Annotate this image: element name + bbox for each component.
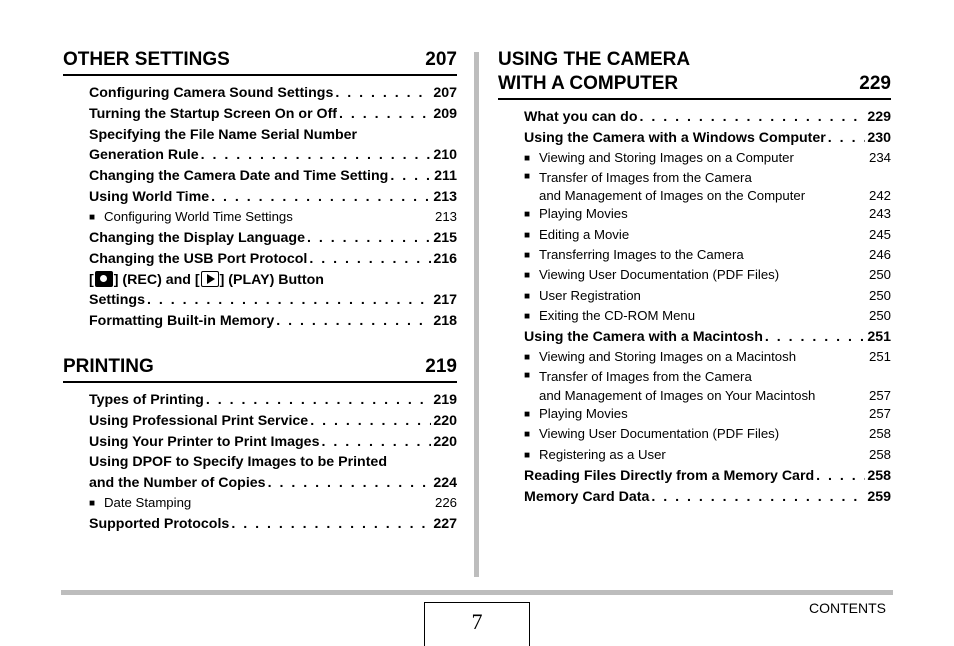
square-bullet-icon: ■ — [524, 270, 531, 282]
section-page: 219 — [425, 356, 457, 378]
leader-dots — [335, 83, 431, 104]
entry-page: 251 — [867, 329, 891, 346]
entry-title: Using the Camera with a Windows Computer — [524, 129, 826, 146]
leader-dots — [651, 487, 865, 508]
entry-title: Changing the USB Port Protocol — [89, 250, 308, 267]
subentry-page: 226 — [434, 495, 457, 511]
entry-page: 230 — [867, 129, 891, 146]
entry-page: 220 — [433, 412, 457, 429]
subentry-page: 250 — [868, 287, 891, 303]
entry-page: 259 — [867, 488, 891, 505]
leader-dots — [211, 187, 431, 208]
square-bullet-icon: ■ — [524, 429, 531, 441]
entry-title-line1: Specifying the File Name Serial Number — [89, 126, 358, 143]
section-page: 229 — [859, 73, 891, 94]
toc-subentry[interactable] — [524, 169, 891, 206]
square-bullet-icon: ■ — [524, 352, 531, 364]
subentry-page: 257 — [868, 387, 891, 403]
subentry-title: Transferring Images to the Camera — [539, 247, 744, 263]
toc-entry[interactable] — [89, 411, 457, 432]
subentry-title: Viewing and Storing Images on a Computer — [539, 149, 794, 165]
toc-entry[interactable] — [89, 187, 457, 208]
entry-page: 213 — [433, 188, 457, 205]
toc-entries — [63, 390, 457, 535]
entry-page: 207 — [433, 85, 457, 101]
camera-icon — [95, 271, 113, 287]
leader-dots — [309, 249, 431, 270]
entry-title: Generation Rule — [89, 147, 199, 164]
leader-dots — [321, 432, 431, 453]
entry-title: Supported Protocols — [89, 516, 230, 533]
right-column — [498, 48, 891, 507]
subentry-page: 250 — [868, 267, 891, 283]
section-printing — [63, 355, 457, 535]
section-title: USING THE CAMERA WITH A COMPUTER — [498, 49, 691, 94]
contents-link[interactable]: CONTENTS — [809, 600, 886, 616]
subentry-title: Playing Movies — [539, 405, 628, 421]
subentry-title: Editing a Movie — [539, 226, 630, 242]
page-number: 7 — [424, 602, 530, 646]
toc-entry[interactable] — [524, 466, 891, 487]
toc-entry[interactable] — [524, 128, 891, 149]
subentry-page: 251 — [868, 349, 891, 365]
section-heading — [63, 48, 457, 76]
leader-dots — [816, 466, 865, 487]
toc-entry[interactable] — [524, 107, 891, 128]
play-button-label: ] (PLAY) Button — [219, 271, 324, 288]
square-bullet-icon: ■ — [524, 449, 531, 461]
bracket-open: [ — [89, 271, 94, 288]
subentry-title: Viewing and Storing Images on a Macintosh — [539, 349, 797, 365]
subentry-title: Viewing User Documentation (PDF Files) — [539, 267, 780, 283]
subentry-title: Date Stamping — [104, 495, 192, 511]
toc-entry[interactable] — [89, 166, 457, 187]
square-bullet-icon: ■ — [89, 498, 96, 510]
toc-subentry[interactable] — [524, 368, 891, 405]
entry-page: 219 — [433, 392, 457, 409]
toc-subentry[interactable] — [524, 446, 891, 466]
toc-subentry[interactable] — [524, 205, 891, 225]
leader-dots — [307, 228, 431, 249]
toc-entry[interactable] — [89, 311, 457, 332]
subentry-title-line1: Transfer of Images from the Camera — [539, 369, 752, 385]
play-icon — [201, 271, 219, 287]
entry-page: 217 — [433, 292, 457, 309]
subentry-page: 234 — [868, 149, 891, 165]
toc-subentry[interactable] — [524, 246, 891, 266]
toc-entries — [498, 107, 891, 507]
toc-entry[interactable] — [89, 514, 457, 535]
toc-entry[interactable] — [89, 83, 457, 104]
subentry-title: and Management of Images on the Computer — [539, 188, 806, 204]
entry-title: Types of Printing — [89, 392, 204, 409]
square-bullet-icon: ■ — [524, 290, 531, 302]
entry-title: Using the Camera with a Macintosh — [524, 329, 763, 346]
entry-page: 224 — [433, 475, 457, 492]
entry-title: Using Your Printer to Print Images — [89, 433, 320, 450]
leader-dots — [276, 311, 431, 332]
leader-dots — [206, 390, 432, 411]
left-column — [63, 48, 457, 535]
toc-subentry[interactable] — [524, 425, 891, 445]
entry-title: What you can do — [524, 109, 638, 125]
entry-title: Formatting Built-in Memory — [89, 313, 275, 330]
entry-title: Using World Time — [89, 188, 210, 205]
entry-title: Settings — [89, 292, 145, 309]
subentry-page: 250 — [868, 307, 891, 323]
subentry-page: 246 — [868, 247, 891, 263]
toc-subentry[interactable] — [89, 494, 457, 514]
subentry-title: and Management of Images on Your Macintosh — [539, 387, 816, 403]
section-heading — [63, 355, 457, 383]
subentry-title: Playing Movies — [539, 206, 628, 222]
square-bullet-icon: ■ — [524, 408, 531, 420]
square-bullet-icon: ■ — [524, 310, 531, 322]
entry-title: Changing the Display Language — [89, 230, 305, 247]
entry-page: 218 — [433, 313, 457, 330]
section-title: PRINTING — [63, 356, 154, 378]
leader-dots — [310, 411, 431, 432]
toc-entry[interactable] — [89, 104, 457, 125]
square-bullet-icon: ■ — [524, 209, 531, 221]
entry-page: 227 — [433, 516, 457, 533]
toc-entry[interactable] — [524, 327, 891, 348]
entry-title: Turning the Startup Screen On or Off — [89, 105, 338, 122]
square-bullet-icon: ■ — [524, 229, 531, 241]
toc-subentry[interactable] — [524, 266, 891, 286]
toc-entry[interactable] — [524, 487, 891, 508]
entry-title-line1: Using DPOF to Specify Images to be Printed — [89, 454, 387, 471]
toc-subentry[interactable] — [524, 307, 891, 327]
square-bullet-icon: ■ — [524, 170, 531, 182]
square-bullet-icon: ■ — [524, 250, 531, 262]
column-divider — [474, 52, 479, 577]
footer-rule — [61, 590, 893, 595]
entry-title: Changing the Camera Date and Time Setting — [89, 168, 389, 185]
toc-subentry[interactable] — [89, 208, 457, 228]
leader-dots — [640, 107, 866, 128]
entry-page: 215 — [433, 230, 457, 247]
subentry-title: Exiting the CD-ROM Menu — [539, 307, 696, 323]
section-page: 207 — [425, 49, 457, 70]
entry-title: and the Number of Copies — [89, 475, 266, 492]
section-title: OTHER SETTINGS — [63, 49, 230, 70]
subentry-page: 258 — [868, 426, 891, 442]
entry-page: 220 — [433, 433, 457, 450]
toc-subentry[interactable] — [524, 348, 891, 368]
entry-page: 211 — [434, 168, 457, 185]
subentry-title: User Registration — [539, 287, 641, 303]
entry-page: 216 — [433, 250, 457, 267]
square-bullet-icon: ■ — [89, 211, 96, 223]
leader-dots — [201, 145, 432, 166]
section-other-settings — [63, 48, 457, 332]
leader-dots — [828, 128, 866, 149]
subentry-title-line1: Transfer of Images from the Camera — [539, 169, 752, 185]
subentry-page: 243 — [868, 206, 891, 222]
square-bullet-icon: ■ — [524, 370, 531, 382]
subentry-title: Registering as a User — [539, 446, 666, 462]
leader-dots — [339, 104, 431, 125]
entry-title: Using Professional Print Service — [89, 412, 309, 429]
entry-page: 229 — [867, 109, 891, 125]
toc-entry[interactable] — [89, 249, 457, 270]
leader-dots — [231, 514, 431, 535]
subentry-page: 242 — [868, 188, 891, 204]
entry-page: 258 — [867, 467, 891, 484]
toc-entries — [63, 83, 457, 332]
subentry-title: Configuring World Time Settings — [104, 208, 293, 224]
subentry-title: Viewing User Documentation (PDF Files) — [539, 426, 780, 442]
subentry-page: 258 — [868, 446, 891, 462]
subentry-page: 213 — [434, 208, 457, 224]
toc-entry[interactable] — [89, 270, 457, 312]
subentry-page: 245 — [868, 226, 891, 242]
entry-title: Reading Files Directly from a Memory Card — [524, 467, 815, 484]
leader-dots — [765, 327, 865, 348]
entry-title-line1 — [89, 270, 457, 291]
section-using-camera-with-computer — [498, 48, 891, 507]
leader-dots — [390, 166, 432, 187]
entry-page: 210 — [433, 147, 457, 164]
leader-dots — [268, 473, 432, 494]
toc-subentry[interactable] — [524, 226, 891, 246]
entry-title: Memory Card Data — [524, 488, 650, 505]
leader-dots — [147, 290, 431, 311]
entry-title: Configuring Camera Sound Settings — [89, 85, 334, 101]
section-heading — [498, 48, 891, 100]
toc-subentry[interactable] — [524, 287, 891, 307]
toc-entry[interactable] — [89, 452, 457, 494]
entry-page: 209 — [433, 105, 457, 122]
toc-entry[interactable] — [89, 125, 457, 167]
toc-subentry[interactable] — [524, 149, 891, 169]
square-bullet-icon: ■ — [524, 152, 531, 164]
rec-and-label: ] (REC) and [ — [113, 271, 200, 288]
toc-subentry[interactable] — [524, 405, 891, 425]
toc-entry[interactable] — [89, 228, 457, 249]
toc-entry[interactable] — [89, 432, 457, 453]
subentry-page: 257 — [868, 405, 891, 421]
toc-entry[interactable] — [89, 390, 457, 411]
